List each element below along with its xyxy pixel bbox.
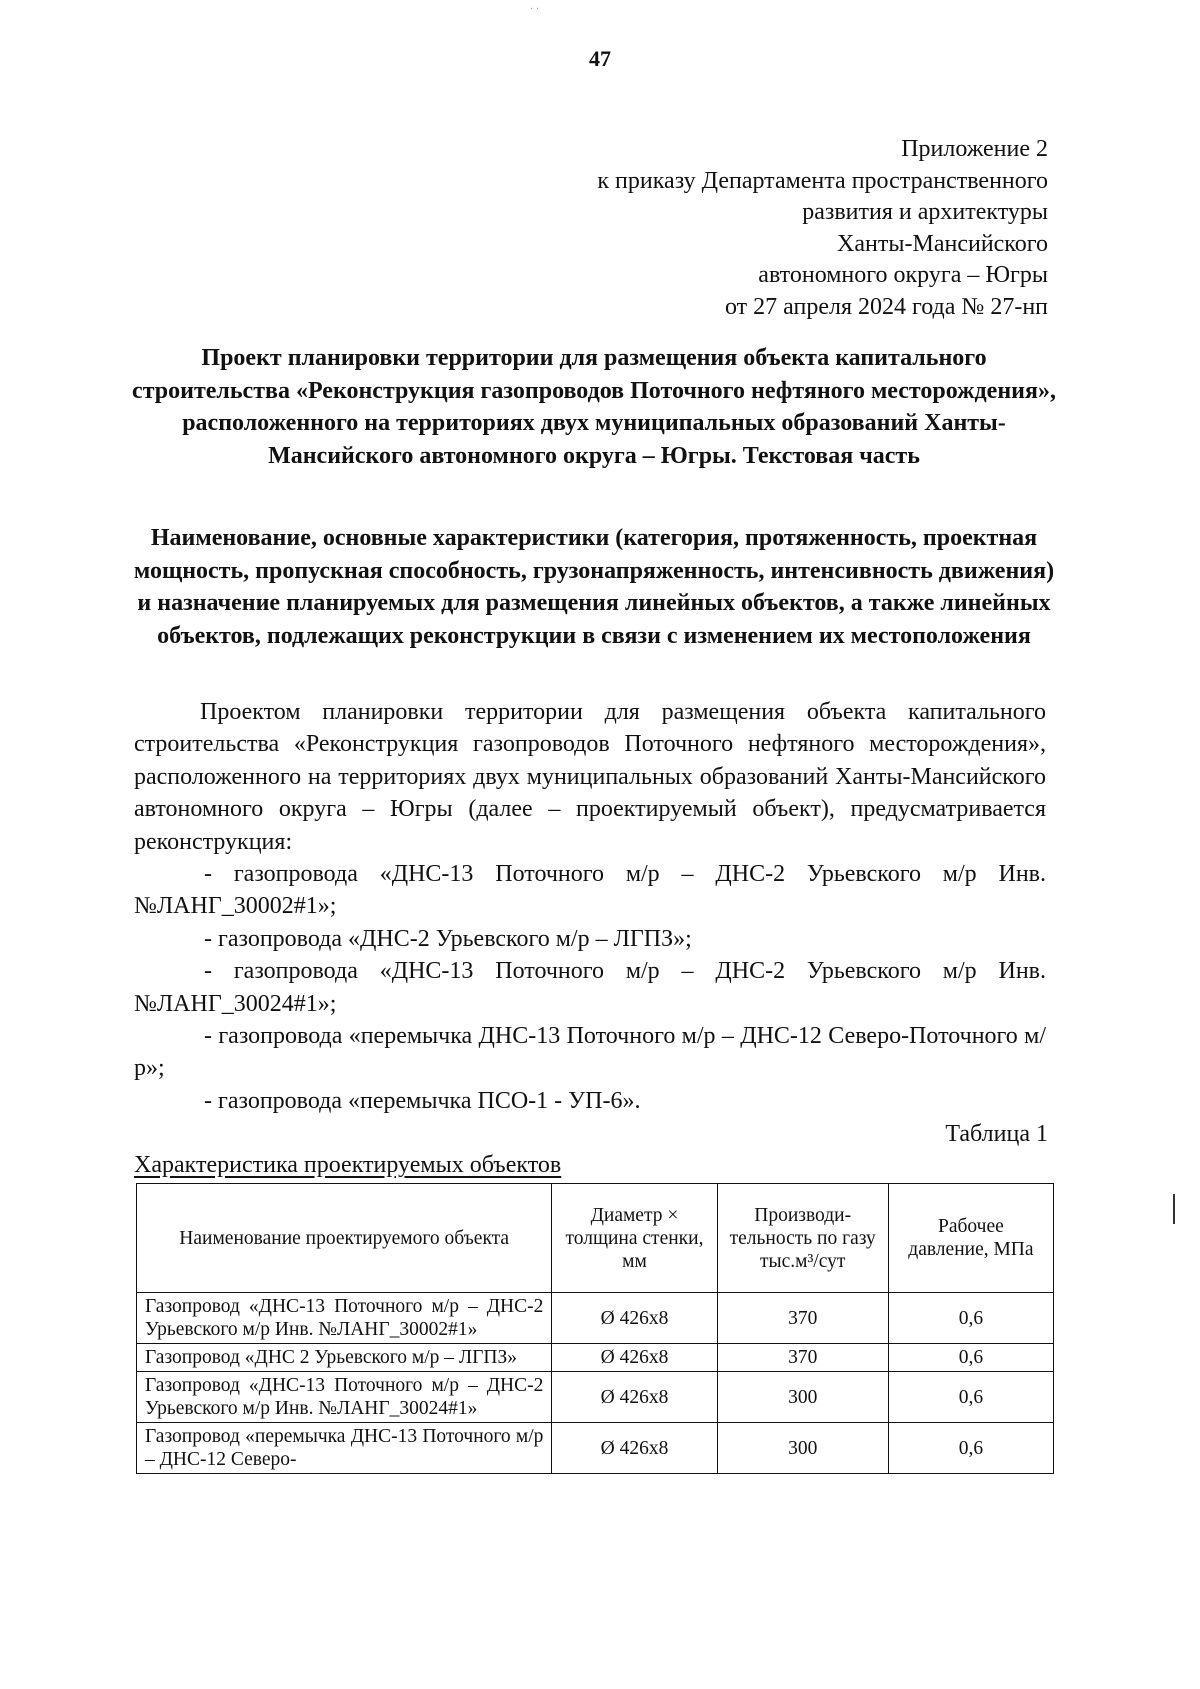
appendix-header <box>597 134 1048 323</box>
document-title: Проект планировки территории для размещения объекта капитального строительства «Реконструкция газопроводов Поточного нефтяного месторождения», расположенного на территориях двух муниципальных образований Ханты-Мансийского автономного округа – Югры. Текстовая часть <box>132 345 1056 469</box>
page-number: 47 <box>589 46 611 71</box>
cell-pressure: 0,6 <box>888 1372 1053 1423</box>
list-item: - газопровода «перемычка ДНС-13 Поточного м/р – ДНС-12 Северо-Поточного м/р»; <box>134 1023 1046 1082</box>
header-diameter: Диаметр × толщина стенки, мм <box>552 1184 717 1293</box>
cell-diameter: Ø 426х8 <box>552 1293 717 1344</box>
intro-paragraph: Проектом планировки территории для размещения объекта капитального строительства «Реконструкция газопроводов Поточного нефтяного месторождения», расположенного на территориях двух муниципальных образований Ханты-Мансийского автономного округа – Югры (далее – проектируемый объект), предусматривается реконструкция: <box>134 699 1046 855</box>
table-title: Характеристика проектируемых объектов <box>134 1152 562 1178</box>
appendix-line: от 27 апреля 2024 года № 27-нп <box>724 293 1048 320</box>
cell-pressure: 0,6 <box>888 1344 1053 1372</box>
list-item: - газопровода «перемычка ПСО-1 - УП-6». <box>204 1087 641 1114</box>
characteristics-table <box>136 1183 1054 1474</box>
appendix-line: Ханты-Мансийского <box>837 230 1048 257</box>
cell-diameter: Ø 426х8 <box>552 1344 717 1372</box>
table-header-row <box>137 1184 1054 1293</box>
cell-pressure: 0,6 <box>888 1293 1053 1344</box>
table-row <box>137 1372 1054 1423</box>
cell-name: Газопровод «ДНС 2 Урьевского м/р – ЛГПЗ» <box>137 1344 552 1372</box>
cell-name: Газопровод «ДНС-13 Поточного м/р – ДНС-2 Урьевского м/р Инв. №ЛАНГ_30024#1» <box>137 1372 552 1423</box>
list-item: - газопровода «ДНС-2 Урьевского м/р – ЛГПЗ»; <box>204 925 692 952</box>
cell-pressure: 0,6 <box>888 1423 1053 1474</box>
cell-diameter: Ø 426х8 <box>552 1372 717 1423</box>
scan-specks: · · <box>530 4 540 15</box>
cell-diameter: Ø 426х8 <box>552 1423 717 1474</box>
cell-capacity: 370 <box>717 1293 888 1344</box>
table-row <box>137 1344 1054 1372</box>
section-heading: Наименование, основные характеристики (категория, протяженность, проектная мощность, пропускная способность, грузонапряженность, интенсивность движения) и назначение планируемых для размещения линейных объектов, а также линейных объектов, подлежащих реконструкции в связи с изменением их местоположения <box>133 525 1055 649</box>
table-row <box>137 1293 1054 1344</box>
appendix-line: Приложение 2 <box>901 136 1048 162</box>
cell-capacity: 370 <box>717 1344 888 1372</box>
list-item: - газопровода «ДНС-13 Поточного м/р – ДНС-2 Урьевского м/р Инв. №ЛАНГ_30024#1»; <box>134 958 1046 1017</box>
body-text <box>134 696 1046 1117</box>
cell-name: Газопровод «перемычка ДНС-13 Поточного м/р – ДНС-12 Северо- <box>137 1423 552 1474</box>
cell-name: Газопровод «ДНС-13 Поточного м/р – ДНС-2 Урьевского м/р Инв. №ЛАНГ_30002#1» <box>137 1293 552 1344</box>
cell-capacity: 300 <box>717 1372 888 1423</box>
table-caption: Таблица 1 <box>945 1121 1048 1147</box>
cell-capacity: 300 <box>717 1423 888 1474</box>
appendix-line: к приказу Департамента пространственного <box>597 167 1048 194</box>
scan-margin-mark <box>1173 1194 1175 1224</box>
header-capacity: Производи-тельность по газу тыс.м³/сут <box>717 1184 888 1293</box>
table-row <box>137 1423 1054 1474</box>
header-name: Наименование проектируемого объекта <box>137 1184 552 1293</box>
header-pressure: Рабочее давление, МПа <box>888 1184 1053 1293</box>
appendix-line: развития и архитектуры <box>802 199 1048 225</box>
appendix-line: автономного округа – Югры <box>758 262 1048 288</box>
list-item: - газопровода «ДНС-13 Поточного м/р – ДНС-2 Урьевского м/р Инв. №ЛАНГ_30002#1»; <box>134 861 1046 920</box>
